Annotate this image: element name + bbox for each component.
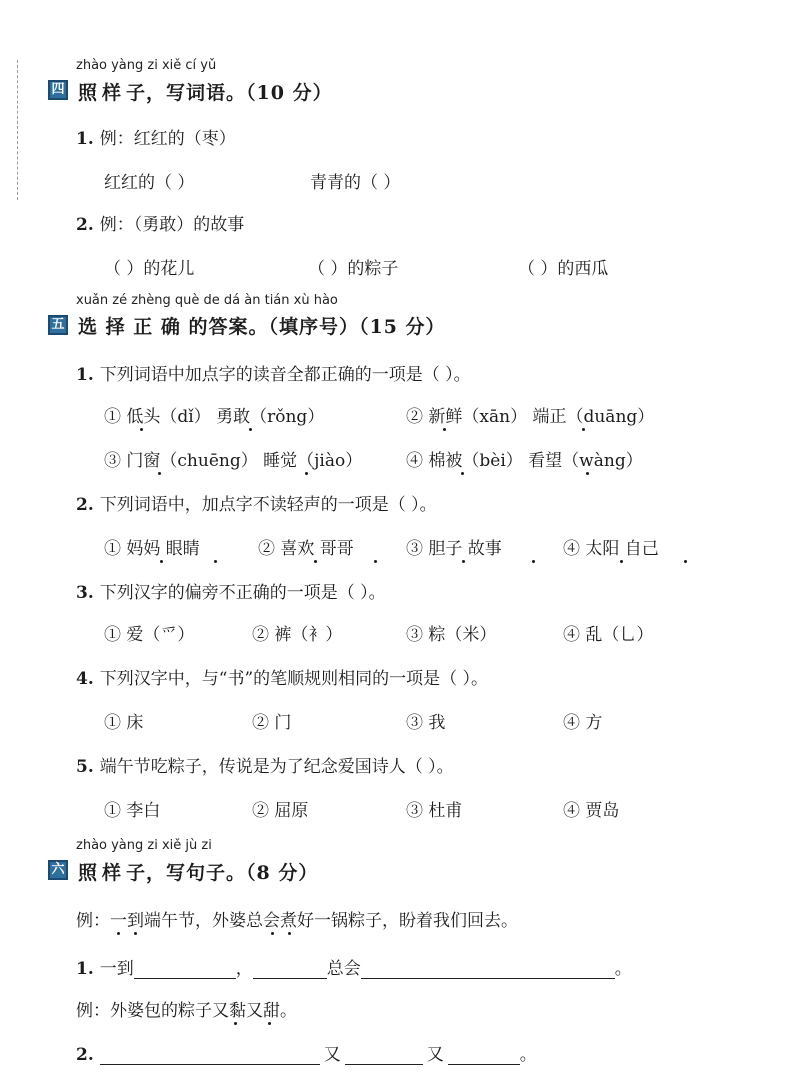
s6-q1-blank-2[interactable] — [253, 960, 327, 979]
emphasis-dot — [582, 428, 585, 431]
s6-q2-part-2: 又 — [426, 1045, 444, 1065]
emphasis-dot — [288, 932, 291, 935]
s6-example-1: 例：一到端午节，外婆总会煮好一锅粽子，盼着我们回去。 — [76, 911, 518, 931]
s6-example-2: 例：外婆包的粽子又黏又甜。 — [76, 1001, 297, 1021]
s5-q3-text: 下列汉字的偏旁不正确的一项是（ ）。 — [99, 583, 386, 603]
section6-title — [78, 858, 318, 885]
s5-q4-text: 下列汉字中，与“书”的笔顺规则相同的一项是（ ）。 — [99, 669, 489, 689]
s6-q1-part-1: 一到 — [99, 959, 134, 979]
s5-q1-option-3[interactable]: ③ 门窗（chuēng） 睡觉（jiào） — [104, 451, 363, 471]
s4-q1-number: 1. — [76, 129, 94, 149]
s5-q5 — [76, 752, 454, 777]
s5-q5-option-3[interactable]: ③ 杜甫 — [406, 801, 463, 821]
emphasis-dot — [134, 932, 137, 935]
s5-q5-text: 端午节吃粽子，传说是为了纪念爱国诗人（ ）。 — [99, 757, 454, 777]
section4-title-char-2: 样 — [102, 82, 123, 104]
section5-title: 选 择 正 确 的答案。（填序号）（15 分） — [78, 316, 446, 338]
section4-title — [78, 78, 333, 105]
section6-badge: 六 — [48, 860, 68, 880]
s5-q4-option-2[interactable]: ② 门 — [252, 713, 292, 733]
s5-q4-number: 4. — [76, 669, 94, 689]
emphasis-dot — [462, 560, 465, 563]
section5-pinyin: xuǎn zé zhèng què de dá àn tián xù hào — [76, 293, 338, 308]
s4-q2-number: 2. — [76, 215, 94, 235]
emphasis-dot — [158, 472, 161, 475]
s5-q5-option-4[interactable]: ④ 贾岛 — [563, 801, 620, 821]
section4-title-char-3: 子 — [126, 82, 147, 104]
s5-q1-option-2[interactable]: ② 新鲜（xān） 端正（duāng） — [406, 407, 655, 427]
s5-q3-option-3[interactable]: ③ 粽（米） — [406, 625, 497, 645]
emphasis-dot — [443, 428, 446, 431]
emphasis-dot — [461, 472, 464, 475]
s4-q2-blank-1[interactable]: （ ）的花儿 — [104, 259, 195, 279]
s5-q2-text: 下列词语中，加点字不读轻声的一项是（ ）。 — [99, 495, 437, 515]
section6-pinyin: zhào yàng zi xiě jù zi — [76, 838, 212, 853]
emphasis-dot — [234, 1022, 237, 1025]
s5-q4-option-3[interactable]: ③ 我 — [406, 713, 446, 733]
s5-q3-option-1[interactable]: ① 爱（爫） — [104, 625, 195, 645]
s4-q1-example-text: 例：红红的（枣） — [99, 129, 236, 149]
section6-title-char-2: 样 — [102, 862, 123, 884]
s6-q2-blank-3[interactable] — [448, 1046, 520, 1065]
emphasis-dot — [374, 560, 377, 563]
emphasis-dot — [314, 560, 317, 563]
s5-q4-option-1[interactable]: ① 床 — [104, 713, 144, 733]
s5-q5-option-1[interactable]: ① 李白 — [104, 801, 161, 821]
binding-edge-line — [17, 60, 18, 200]
s5-q3-option-2[interactable]: ② 裤（衤） — [252, 625, 343, 645]
s6-q1-blank-1[interactable] — [134, 960, 236, 979]
s6-q2-blank-2[interactable] — [345, 1046, 423, 1065]
s4-q2-blank-2[interactable]: （ ）的粽子 — [308, 259, 399, 279]
emphasis-dot — [620, 560, 623, 563]
s6-q1-part-4: 。 — [614, 959, 632, 979]
s4-q2-blank-3[interactable]: （ ）的西瓜 — [518, 259, 609, 279]
s6-q2-number: 2. — [76, 1045, 94, 1065]
s4-q1-example — [76, 124, 236, 149]
emphasis-dot — [249, 428, 252, 431]
s5-q3 — [76, 578, 386, 603]
s6-q2-blank-1[interactable] — [100, 1046, 320, 1065]
s5-q3-option-4[interactable]: ④ 乱（乚） — [563, 625, 654, 645]
s5-q2-option-4[interactable]: ④ 太阳 自己 — [563, 539, 659, 559]
s5-q1-option-1[interactable]: ① 低头（dǐ） 勇敢（rǒng） — [104, 407, 325, 427]
s4-q1-blank-1[interactable]: 红红的（ ） — [104, 173, 195, 193]
section5-badge: 五 — [48, 315, 68, 335]
emphasis-dot — [268, 1022, 271, 1025]
s6-q1 — [76, 954, 632, 979]
section6-title-rest: ，写句子。（8 分） — [146, 862, 319, 884]
section6-title-char-1: 照 — [78, 862, 99, 884]
s5-q1 — [76, 360, 471, 385]
s4-q1-blank-2[interactable]: 青青的（ ） — [310, 173, 401, 193]
emphasis-dot — [117, 932, 120, 935]
s5-q1-number: 1. — [76, 365, 94, 385]
s5-q2-option-2[interactable]: ② 喜欢 哥哥 — [258, 539, 354, 559]
s5-q3-number: 3. — [76, 583, 94, 603]
emphasis-dot — [532, 560, 535, 563]
s5-q2-option-1[interactable]: ① 妈妈 眼睛 — [104, 539, 200, 559]
section4-pinyin: zhào yàng zi xiě cí yǔ — [76, 58, 217, 73]
s5-q5-number: 5. — [76, 757, 94, 777]
s5-q2-option-3[interactable]: ③ 胆子 故事 — [406, 539, 502, 559]
emphasis-dot — [586, 472, 589, 475]
s6-q1-part-3: 总会 — [326, 959, 361, 979]
s6-q1-blank-3[interactable] — [361, 960, 615, 979]
emphasis-dot — [684, 560, 687, 563]
section4-badge: 四 — [48, 80, 68, 100]
section6-title-char-3: 子 — [126, 862, 147, 884]
s6-q2-part-3: 。 — [519, 1045, 537, 1065]
s6-q2 — [76, 1040, 537, 1065]
emphasis-dot — [140, 428, 143, 431]
emphasis-dot — [271, 932, 274, 935]
s4-q2-example — [76, 210, 244, 235]
s5-q2-number: 2. — [76, 495, 94, 515]
s5-q5-option-2[interactable]: ② 屈原 — [252, 801, 309, 821]
s6-q1-number: 1. — [76, 959, 94, 979]
s5-q4-option-4[interactable]: ④ 方 — [563, 713, 603, 733]
s6-q2-part-1: 又 — [323, 1045, 341, 1065]
s5-q4 — [76, 664, 488, 689]
s6-q1-part-2: ， — [235, 959, 253, 979]
s5-q2 — [76, 490, 437, 515]
s5-q1-option-4[interactable]: ④ 棉被（bèi） 看望（wàng） — [406, 451, 643, 471]
emphasis-dot — [160, 560, 163, 563]
section4-title-char-1: 照 — [78, 82, 99, 104]
emphasis-dot — [305, 472, 308, 475]
s4-q2-example-text: 例：（勇敢）的故事 — [99, 215, 245, 235]
section4-title-rest: ，写词语。（10 分） — [146, 82, 333, 104]
s5-q1-text: 下列词语中加点字的读音全都正确的一项是（ ）。 — [99, 365, 471, 385]
emphasis-dot — [214, 560, 217, 563]
